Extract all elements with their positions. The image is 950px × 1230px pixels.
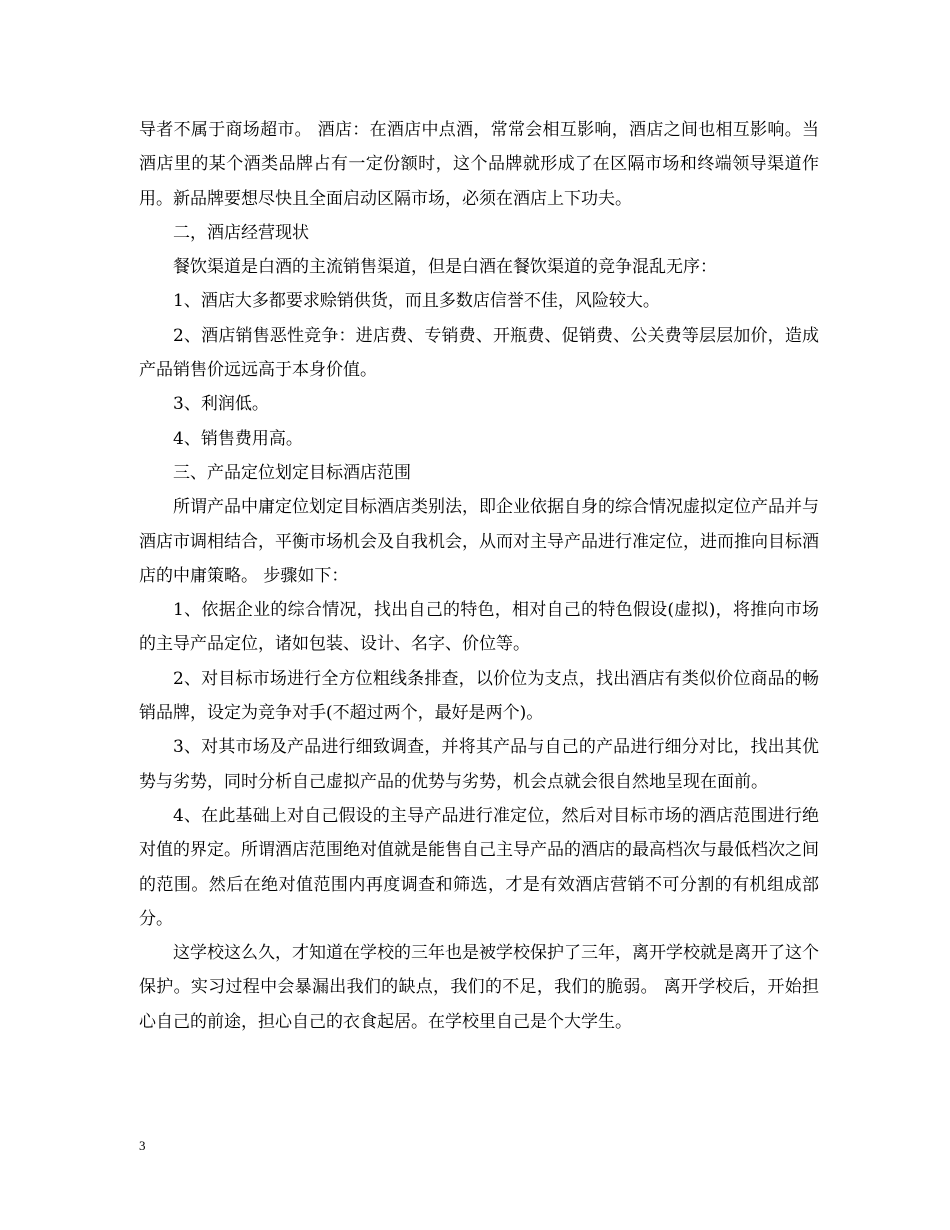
list-item: 4、销售费用高。: [173, 428, 303, 449]
section-heading-current-status: 二，酒店经营现状: [173, 222, 309, 243]
section-heading-positioning: 三、产品定位划定目标酒店范围: [173, 462, 411, 483]
paragraph-continuation: 导者不属于商场超市。 酒店：在酒店中点酒，常常会相互影响，酒店之间也相互影响。当酒店里的某个酒类品牌占有一定份额时，这个品牌就形成了在区隔市场和终端领导渠道作用。新品牌要想尽快且全面启动区隔市场，必须在酒店上下功夫。: [139, 120, 819, 209]
page-number: 3: [139, 1138, 146, 1153]
paragraph: 这学校这么久，才知道在学校的三年也是被学校保护了三年，离开学校就是离开了这个保护。实习过程中会暴漏出我们的缺点，我们的不足，我们的脆弱。 离开学校后，开始担心自己的前途，担心自己的衣食起居。在学校里自己是个大学生。: [139, 943, 819, 1032]
list-item: 3、对其市场及产品进行细致调查，并将其产品与自己的产品进行细分对比，找出其优势与劣势，同时分析自己虚拟产品的优势与劣势，机会点就会很自然地呈现在面前。: [139, 737, 819, 792]
list-item: 1、依据企业的综合情况，找出自己的特色，相对自己的特色假设(虚拟)，将推向市场的主导产品定位，诸如包装、设计、名字、价位等。: [139, 600, 819, 655]
document-body: [139, 113, 819, 1039]
paragraph: 所谓产品中庸定位划定目标酒店类别法，即企业依据自身的综合情况虚拟定位产品并与酒店市调相结合，平衡市场机会及自我机会，从而对主导产品进行准定位，进而推向目标酒店的中庸策略。 步骤如下：: [139, 497, 819, 586]
list-item: 4、在此基础上对自己假设的主导产品进行准定位，然后对目标市场的酒店范围进行绝对值的界定。所谓酒店范围绝对值就是能售自己主导产品的酒店的最高档次与最低档次之间的范围。然后在绝对值范围内再度调查和筛选，才是有效酒店营销不可分割的有机组成部分。: [139, 805, 819, 929]
list-item: 2、酒店销售恶性竞争：进店费、专销费、开瓶费、促销费、公关费等层层加价，造成产品销售价远远高于本身价值。: [139, 325, 819, 381]
list-item: 1、酒店大多都要求赊销供货，而且多数店信誉不佳，风险较大。: [173, 291, 660, 312]
list-item: 3、利润低。: [173, 394, 269, 415]
paragraph: 餐饮渠道是白酒的主流销售渠道，但是白酒在餐饮渠道的竞争混乱无序：: [173, 257, 717, 278]
list-item: 2、对目标市场进行全方位粗线条排查，以价位为支点，找出酒店有类似价位商品的畅销品牌，设定为竞争对手(不超过两个，最好是两个)。: [139, 668, 819, 724]
